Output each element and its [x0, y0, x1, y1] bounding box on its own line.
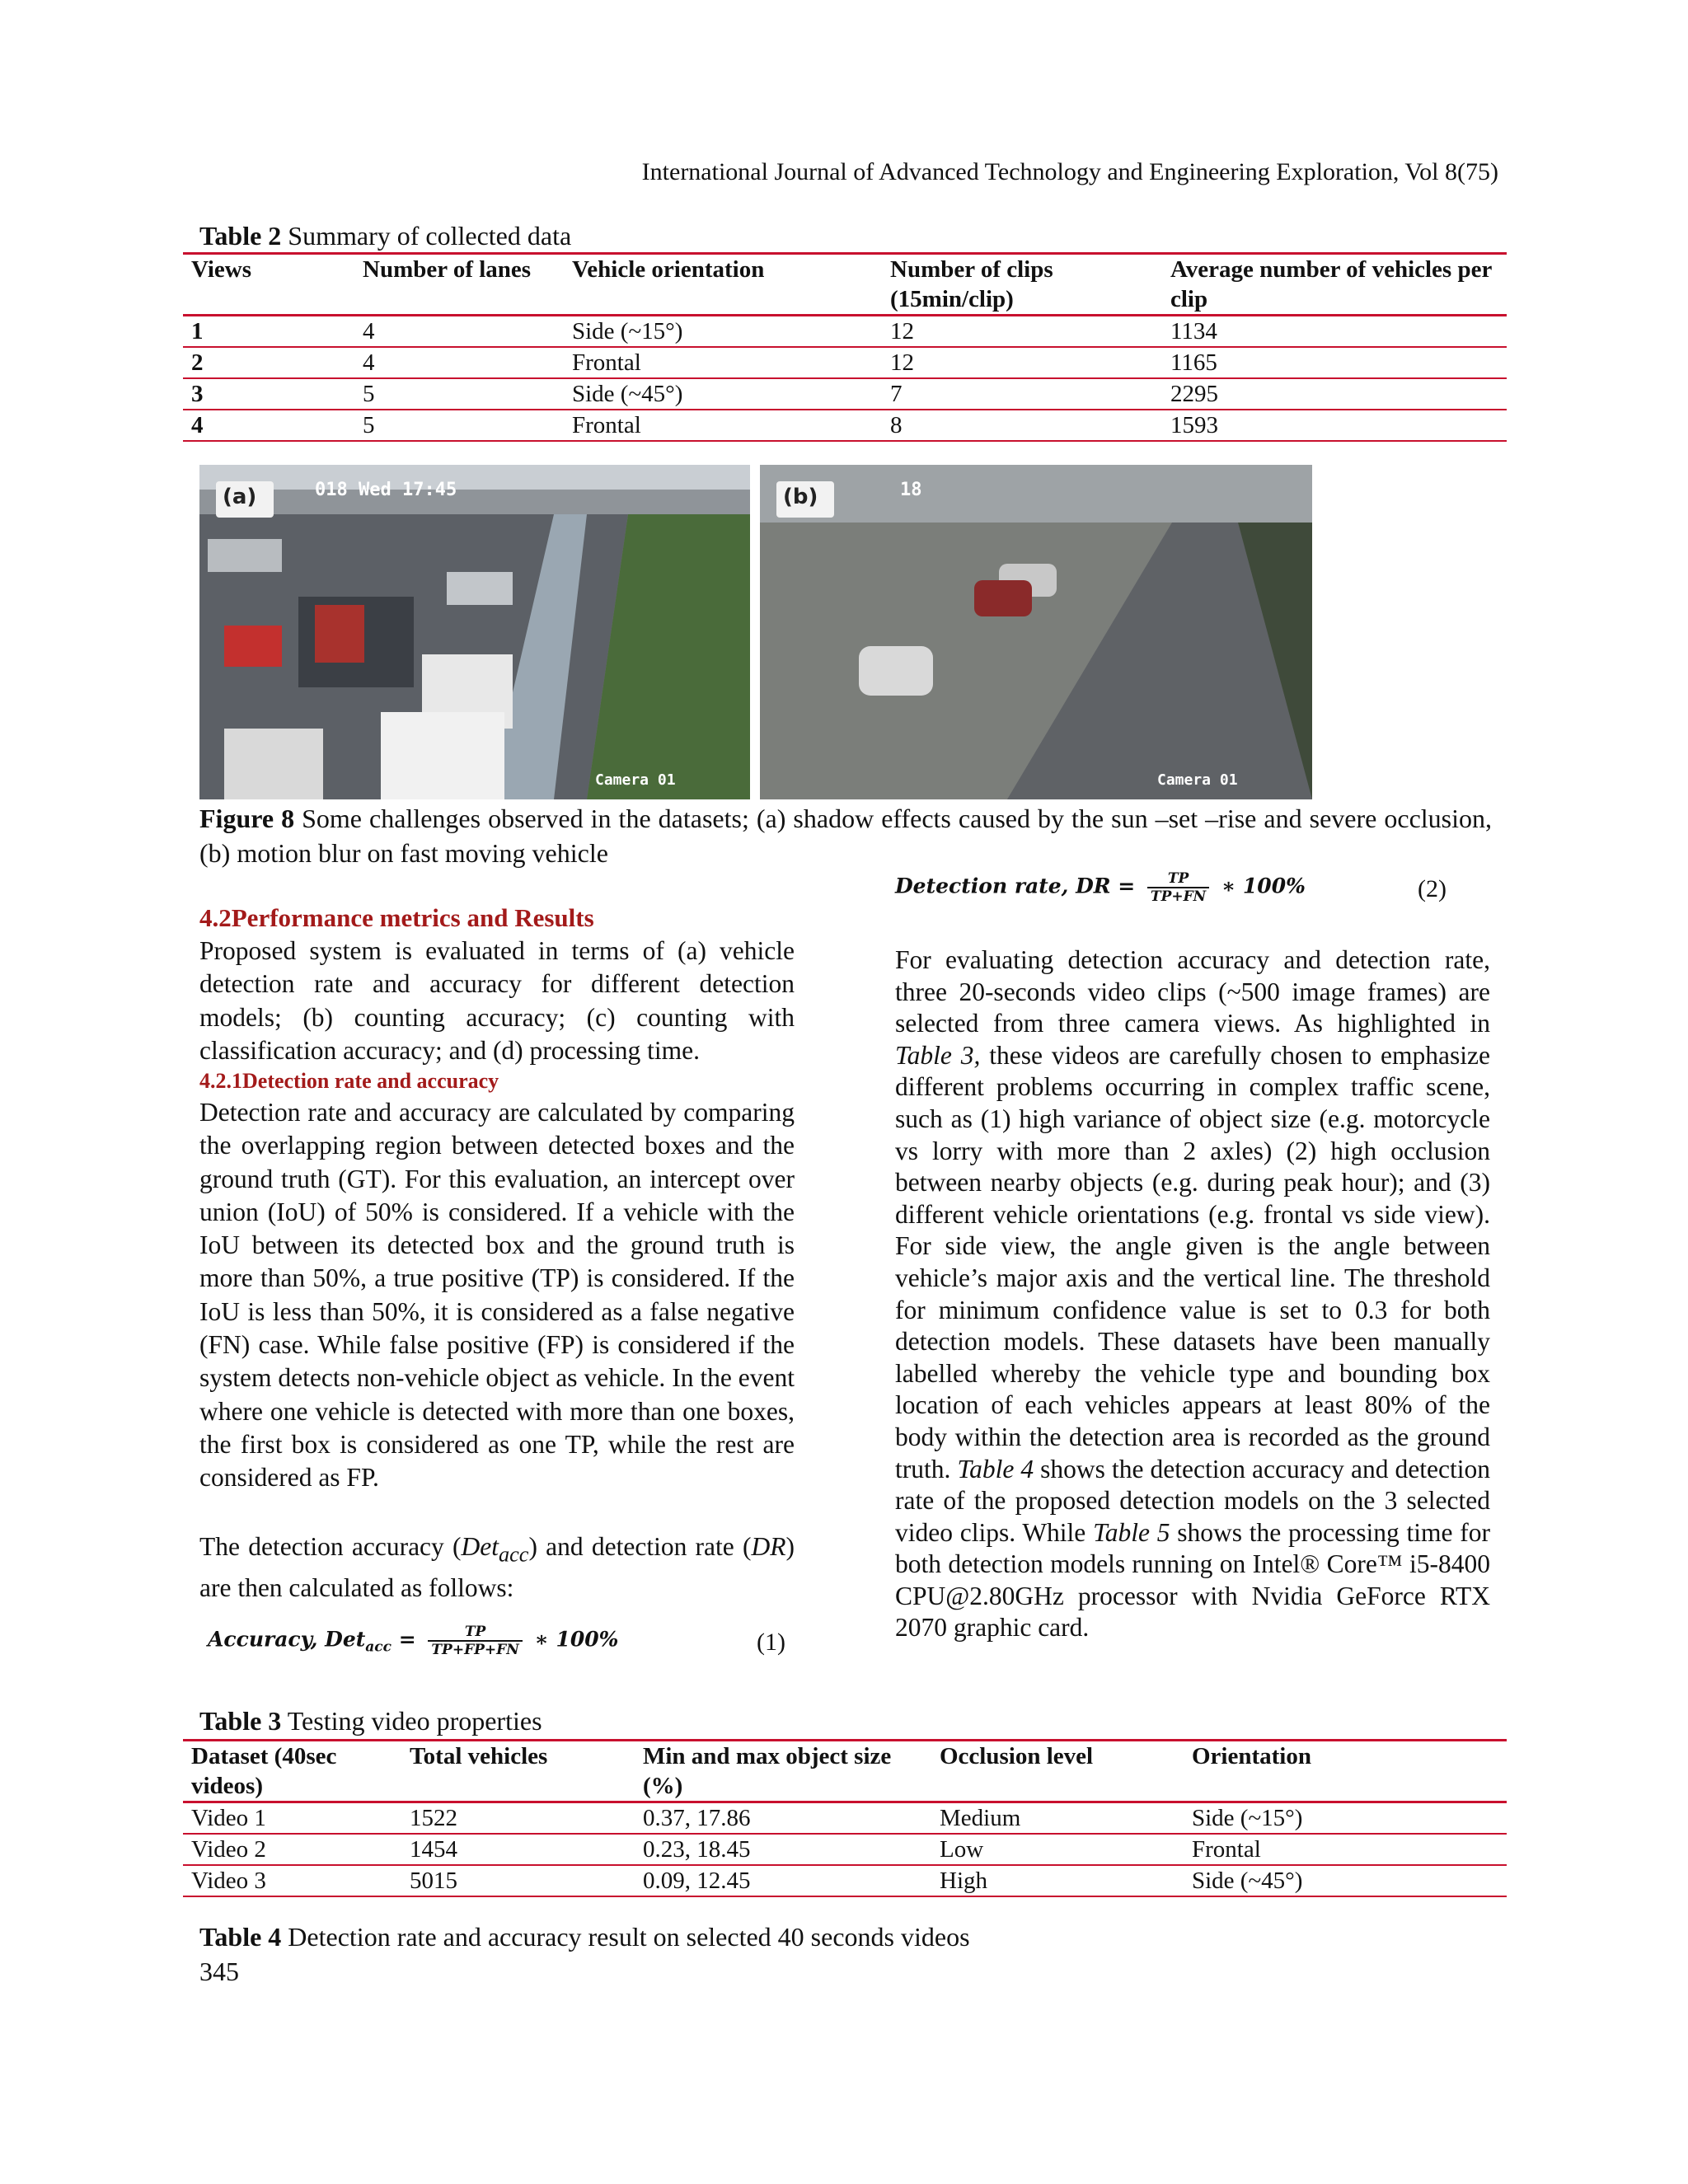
dr-symbol: DR: [751, 1532, 786, 1561]
running-header: International Journal of Advanced Technology and Engineering Exploration, Vol 8(75): [641, 158, 1498, 185]
eq1-fraction: [428, 1624, 522, 1658]
table3-caption: [199, 1706, 542, 1736]
timestamp-overlay-b: 18: [900, 480, 922, 500]
section-heading-4-2: 4.2Performance metrics and Results: [199, 903, 594, 932]
timestamp-overlay-a: 018 Wed 17:45: [315, 480, 457, 500]
figure8-caption: [199, 801, 1492, 870]
table-cell: 2: [183, 347, 354, 378]
panel-label-b: (b): [783, 485, 818, 509]
camera-overlay-a: Camera 01: [595, 771, 676, 789]
eq2-number: (2): [1418, 875, 1447, 902]
eq1-number: (1): [757, 1629, 785, 1656]
table2-header: Number of lanes: [354, 254, 564, 316]
page-number: 345: [199, 1957, 239, 1986]
table3-label: Table 3: [199, 1706, 282, 1736]
table-cell: 1522: [401, 1802, 635, 1835]
text-run: these videos are carefully chosen to emphasize different problems occurring in complex traffic scene, such as (1) high variance of object size (e.g. motorcycle vs lorry with more than 2 axles) (2) high occlusion between nearby objects (e.g. during peak hour); and (3) different vehicle orientations (e.g. frontal vs side view). For side view, the angle given is the angle between vehicle’s major axis and the vertical line. The threshold for minimum confidence value is set to 0.3 for both detection models. These datasets have been manually labelled whereby the vehicle type and bounding box location of each vehicles appears at least 80% of the body within the detection area is recorded as the ground truth.: [895, 1040, 1490, 1483]
table-cell: Video 3: [183, 1865, 401, 1896]
eq2-numerator: TP: [1147, 870, 1209, 888]
eq1-numerator: TP: [428, 1624, 522, 1642]
table2-label: Table 2: [199, 221, 282, 251]
figure8-caption-text: Some challenges observed in the datasets; (a) shadow effects caused by the sun –set –rise and severe occlusion, (b) motion blur on fast moving vehicle: [199, 804, 1493, 868]
text-run: ) and detection rate (: [528, 1532, 752, 1561]
eq1-lhs: Accuracy, Det: [208, 1627, 366, 1652]
table4-caption: [199, 1922, 970, 1952]
table2-header: Average number of vehicles per clip: [1162, 254, 1507, 316]
table4-label: Table 4: [199, 1922, 282, 1952]
figure8-photo-b: [760, 465, 1312, 799]
text-run: shows the processing time for both detection models running on Intel® Core™ i5-8400 CPU@2.80GHz processor with Nvidia GeForce RTX 2070 graphic card.: [895, 1517, 1490, 1643]
table2-header: Vehicle orientation: [564, 254, 882, 316]
table-cell: 5015: [401, 1865, 635, 1896]
figure8-label: Figure 8: [199, 804, 295, 833]
det-symbol: Det: [461, 1532, 499, 1561]
table-cell: 2295: [1162, 378, 1507, 410]
text-run: For evaluating detection accuracy and detection rate, three 20-seconds video clips (~500 image frames) are selected from three camera views. As highlighted in: [895, 945, 1490, 1038]
eq1-equals: =: [392, 1627, 416, 1652]
table-cell: Medium: [931, 1802, 1184, 1835]
eq1-rhs: ∗ 100%: [534, 1627, 619, 1652]
text-run: ) are then calculated as follows:: [199, 1532, 795, 1602]
table-cell: Low: [931, 1834, 1184, 1865]
table-row: [183, 1802, 1507, 1835]
table3-header: Total vehicles: [401, 1741, 635, 1802]
table-cell: Frontal: [1184, 1834, 1507, 1865]
table-cell: 1165: [1162, 347, 1507, 378]
table-cell: 12: [882, 347, 1162, 378]
table-cell: Side (~45°): [1184, 1865, 1507, 1896]
text-run: shows the detection accuracy and detection rate of the proposed detection models on the 3 selected video clips. While: [895, 1454, 1490, 1547]
table-cell: 8: [882, 410, 1162, 441]
table3-header: Orientation: [1184, 1741, 1507, 1802]
table3-header: Dataset (40sec videos): [183, 1741, 401, 1802]
section-heading-4-2-1: 4.2.1Detection rate and accuracy: [199, 1069, 499, 1093]
table2-caption: [199, 221, 571, 251]
table-row: [183, 316, 1507, 348]
eq2-denominator: TP+FN: [1150, 888, 1207, 905]
table-row: [183, 1834, 1507, 1865]
table2-header-row: [183, 254, 1507, 316]
section-4-2-intro: Proposed system is evaluated in terms of (a) vehicle detection rate and accuracy for different detection models; (b) counting accuracy; (c) counting with classification accuracy; and (d) processing time.: [199, 936, 795, 1065]
table3-reference: Table 3,: [895, 1040, 981, 1070]
table-cell: Side (~45°): [564, 378, 882, 410]
table3-header-row: [183, 1741, 1507, 1802]
table4-caption-text: Detection rate and accuracy result on selected 40 seconds videos: [281, 1922, 970, 1952]
metric-intro-paragraph: [199, 1530, 795, 1605]
table-cell: 3: [183, 378, 354, 410]
table-cell: Video 1: [183, 1802, 401, 1835]
figure8-photo-a: [199, 465, 750, 799]
table-cell: Frontal: [564, 410, 882, 441]
table-cell: Side (~15°): [1184, 1802, 1507, 1835]
text-run: The detection accuracy (: [199, 1532, 462, 1561]
equation-1: [208, 1624, 785, 1658]
table2: [183, 252, 1507, 442]
table-cell: 5: [354, 410, 564, 441]
table-cell: 1: [183, 316, 354, 348]
camera-overlay-b: Camera 01: [1157, 771, 1238, 789]
table2-caption-text: Summary of collected data: [281, 221, 572, 251]
table2-header: Views: [183, 254, 354, 316]
panel-label-a: (a): [223, 485, 257, 509]
table-cell: Video 2: [183, 1834, 401, 1865]
acc-subscript: acc: [499, 1542, 529, 1567]
eq2-lhs: Detection rate, DR =: [895, 874, 1136, 898]
eq2-rhs: ∗ 100%: [1221, 874, 1306, 898]
table-cell: 1454: [401, 1834, 635, 1865]
eq1-denominator: TP+FP+FN: [431, 1642, 519, 1658]
table-row: [183, 378, 1507, 410]
eq2-fraction: [1147, 870, 1209, 905]
table-cell: 0.09, 12.45: [635, 1865, 931, 1896]
table2-header: Number of clips (15min/clip): [882, 254, 1162, 316]
right-column-paragraph: [895, 944, 1490, 1644]
table-cell: 4: [354, 316, 564, 348]
table-cell: High: [931, 1865, 1184, 1896]
table-cell: 0.23, 18.45: [635, 1834, 931, 1865]
traffic-scene-a: [199, 465, 750, 799]
traffic-scene-b: [760, 465, 1312, 799]
table3-header: Min and max object size (%): [635, 1741, 931, 1802]
table-cell: 1593: [1162, 410, 1507, 441]
eq1-subscript: acc: [365, 1638, 392, 1656]
table4-reference: Table 4: [957, 1454, 1034, 1483]
table-row: [183, 1865, 1507, 1896]
table-cell: Frontal: [564, 347, 882, 378]
table-cell: 7: [882, 378, 1162, 410]
table-cell: 12: [882, 316, 1162, 348]
section-4-2-1-paragraph: Detection rate and accuracy are calculated by comparing the overlapping region between detected boxes and the ground truth (GT). For this evaluation, an intercept over union (IoU) of 50% is considered. If a vehicle with the IoU between its detected box and the ground truth is more than 50%, a true positive (TP) is considered. If the IoU is less than 50%, it is considered as a false negative (FN) case. While false positive (FP) is considered if the system detects non-vehicle object as vehicle. In the event where one vehicle is detected with more than one boxes, the first box is considered as one TP, while the rest are considered as FP.: [199, 1098, 795, 1493]
table-row: [183, 347, 1507, 378]
table-cell: 5: [354, 378, 564, 410]
table-cell: 4: [354, 347, 564, 378]
table3-header: Occlusion level: [931, 1741, 1184, 1802]
table-cell: Side (~15°): [564, 316, 882, 348]
equation-2: [895, 870, 1456, 905]
table3-caption-text: Testing video properties: [281, 1706, 542, 1736]
table-cell: 1134: [1162, 316, 1507, 348]
table-cell: 4: [183, 410, 354, 441]
table-cell: 0.37, 17.86: [635, 1802, 931, 1835]
table-row: [183, 410, 1507, 441]
table5-reference: Table 5: [1093, 1517, 1170, 1547]
table3: [183, 1739, 1507, 1897]
